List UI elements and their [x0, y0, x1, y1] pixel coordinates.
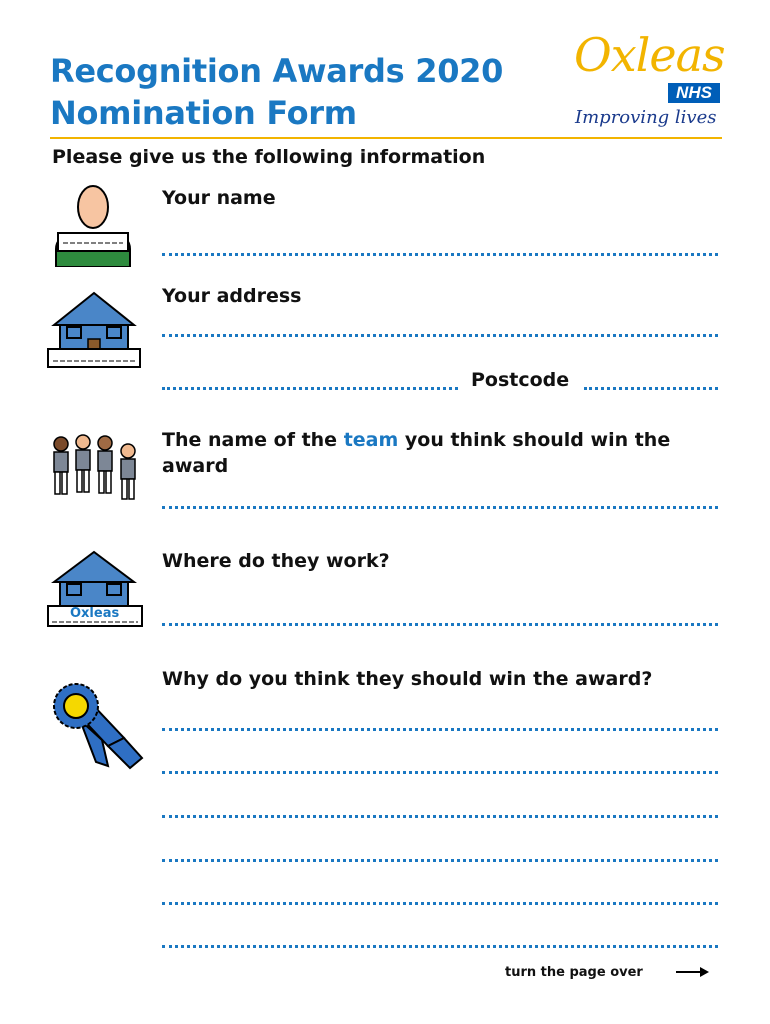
group-of-people-icon	[50, 433, 142, 503]
question-why-win: Why do you think they should win the award?	[162, 668, 653, 690]
oxleas-logo-text: Oxleas	[574, 28, 725, 82]
turn-page-text: turn the page over	[505, 965, 643, 980]
workplace-sign-text: Oxleas	[70, 606, 120, 621]
answer-line-team[interactable]	[162, 502, 718, 509]
question-team-name	[162, 427, 722, 479]
building-with-oxleas-sign-icon	[46, 550, 146, 630]
person-with-name-card-icon	[52, 183, 134, 267]
answer-line-work[interactable]	[162, 619, 718, 626]
postcode-label: Postcode	[471, 369, 570, 391]
intro-text: Please give us the following information	[52, 146, 486, 168]
question-team-text-after: you think should win the award	[162, 429, 671, 477]
answer-line-address-1[interactable]	[162, 330, 718, 337]
question-team-highlight: team	[343, 429, 399, 451]
arrow-right-icon	[676, 964, 710, 980]
house-with-address-sign-icon	[46, 291, 142, 371]
answer-line-address-2[interactable]	[162, 383, 458, 390]
answer-line-why-6[interactable]	[162, 941, 718, 948]
answer-line-why-4[interactable]	[162, 855, 718, 862]
logo-tagline: Improving lives	[575, 107, 717, 128]
form-title-line1: Recognition Awards 2020	[50, 52, 504, 90]
answer-line-why-1[interactable]	[162, 724, 718, 731]
question-where-work: Where do they work?	[162, 550, 390, 572]
header-divider	[50, 137, 722, 139]
question-your-address: Your address	[162, 285, 302, 307]
question-your-name: Your name	[162, 187, 276, 209]
nhs-logo: NHS	[668, 83, 720, 103]
answer-line-postcode[interactable]	[584, 383, 718, 390]
answer-line-why-2[interactable]	[162, 767, 718, 774]
answer-line-why-5[interactable]	[162, 898, 718, 905]
form-title-line2: Nomination Form	[50, 94, 357, 132]
answer-line-why-3[interactable]	[162, 811, 718, 818]
answer-line-name[interactable]	[162, 249, 718, 256]
award-rosette-icon	[50, 680, 146, 772]
question-team-text-before: The name of the	[162, 429, 344, 451]
